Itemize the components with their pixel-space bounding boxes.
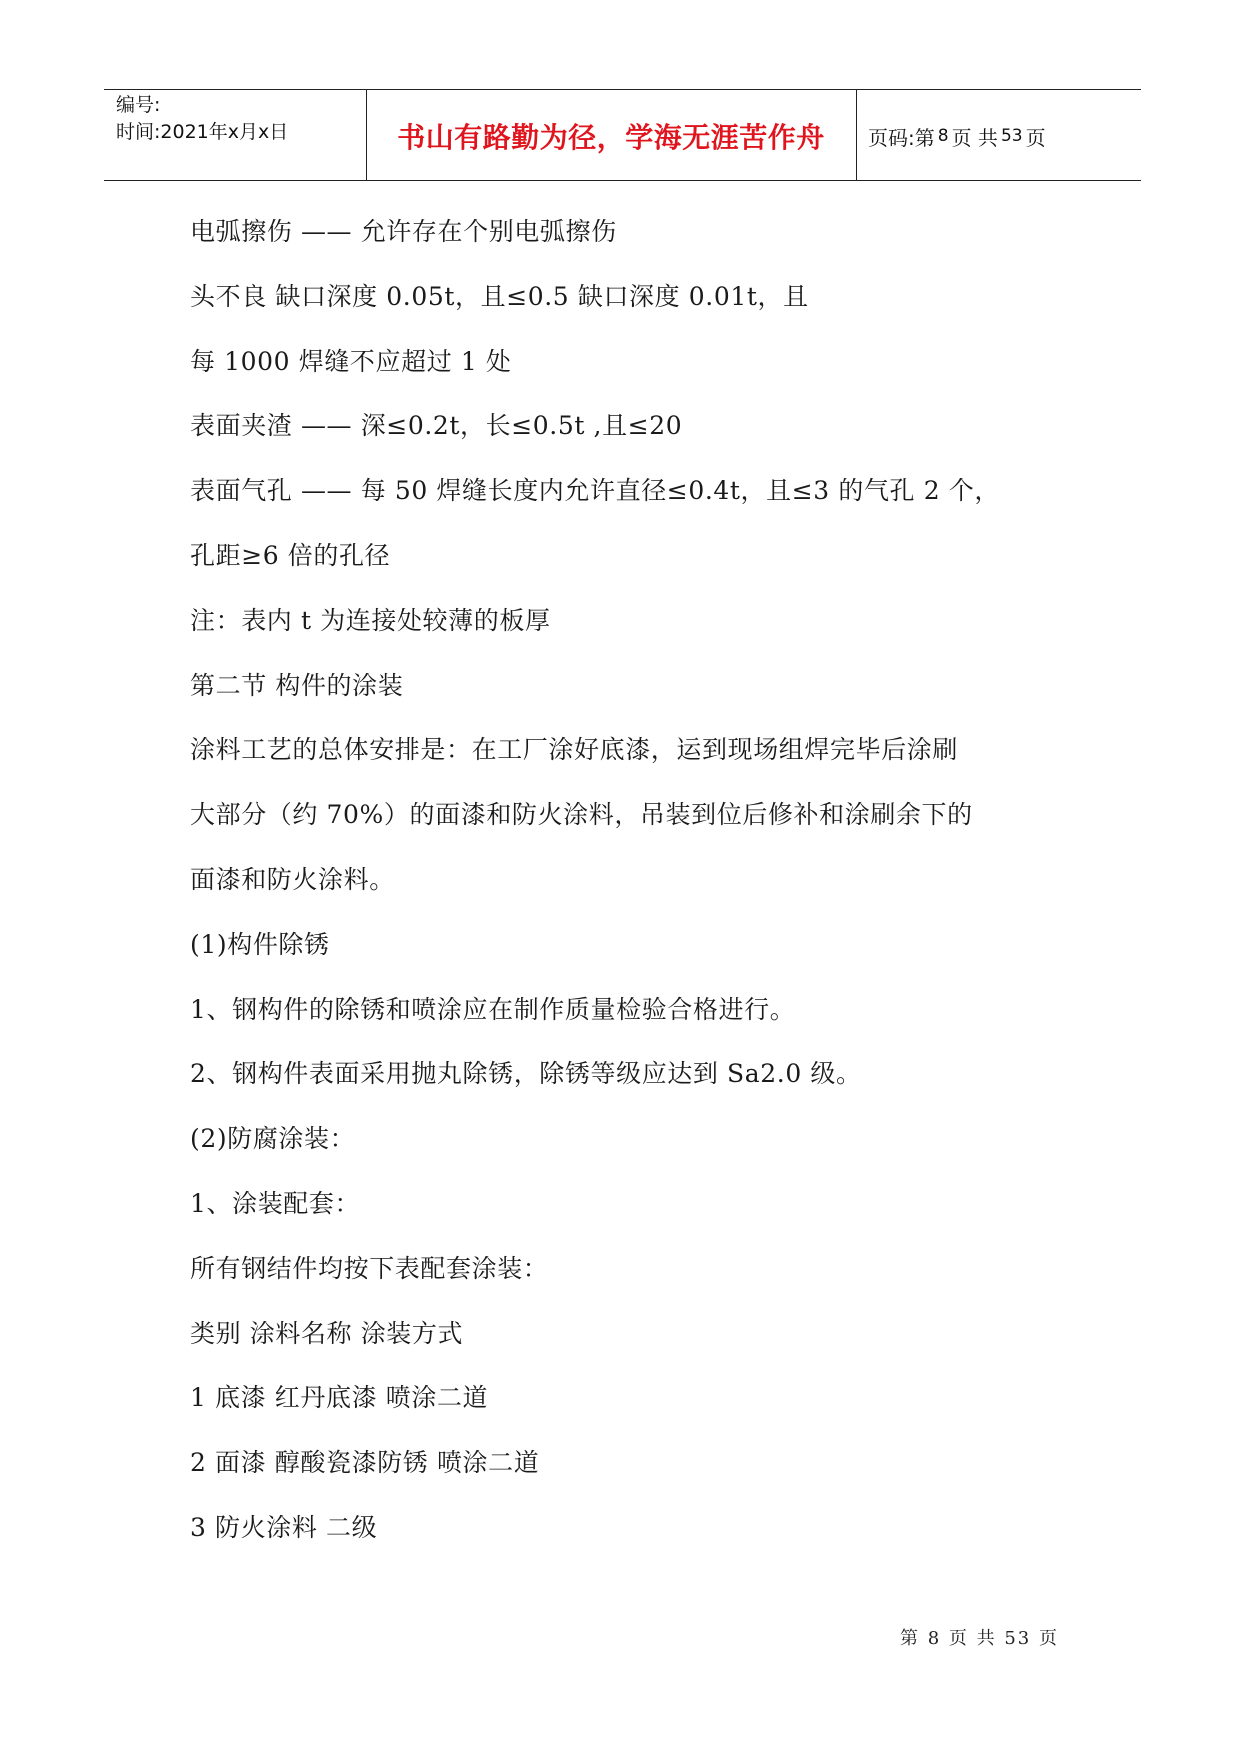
header-page-indicator (868, 90, 1046, 182)
subsection-heading: (1)构件除锈 (190, 929, 330, 959)
page-footer: 第 8 页 共 53 页 (900, 1628, 1059, 1649)
table-row-line: 1 底漆 红丹底漆 喷涂二道 (190, 1383, 489, 1413)
page-total: 53 (1000, 126, 1023, 146)
subsection-heading: (2)防腐涂装： (190, 1124, 356, 1154)
serial-label: 编号: (116, 94, 161, 116)
section-heading: 第二节 构件的涂装 (190, 670, 404, 700)
body-line: 表面气孔 —— 每 50 焊缝长度内允许直径≤0.4t，且≤3 的气孔 2 个， (190, 476, 1000, 506)
body-line: 表面夹渣 —— 深≤0.2t，长≤0.5t ,且≤20 (190, 411, 683, 441)
page-prefix: 页码:第 (868, 125, 935, 150)
body-line: 2、钢构件表面采用抛丸除锈，除锈等级应达到 Sa2.0 级。 (190, 1059, 862, 1089)
page-suffix: 页 (1025, 125, 1046, 150)
page-header (104, 89, 1141, 181)
body-line: 所有钢结件均按下表配套涂装： (190, 1253, 549, 1283)
body-line: 面漆和防火涂料。 (190, 864, 395, 894)
body-line: 注：表内 t 为连接处较薄的板厚 (190, 605, 551, 635)
header-motto: 书山有路勤为径，学海无涯苦作舟 (397, 121, 825, 154)
body-line: 头不良 缺口深度 0.05t，且≤0.5 缺口深度 0.01t，且 (190, 281, 809, 311)
body-line: 孔距≥6 倍的孔径 (190, 540, 391, 570)
header-divider (856, 90, 857, 180)
table-row-line: 3 防火涂料 二级 (190, 1512, 378, 1542)
page-middle: 页 共 (951, 125, 998, 150)
document-body (190, 214, 1090, 1575)
time-label: 时间:2021年x月x日 (116, 121, 289, 143)
body-line: 每 1000 焊缝不应超过 1 处 (190, 346, 512, 376)
body-line: 1、涂装配套： (190, 1188, 361, 1218)
body-line: 1、钢构件的除锈和喷涂应在制作质量检验合格进行。 (190, 994, 796, 1024)
header-meta (116, 92, 288, 146)
body-line: 大部分（约 70%）的面漆和防火涂料，吊装到位后修补和涂刷余下的 (190, 800, 973, 830)
table-row-line: 2 面漆 醇酸瓷漆防锈 喷涂二道 (190, 1448, 540, 1478)
body-line: 电弧擦伤 —— 允许存在个别电弧擦伤 (190, 217, 617, 246)
body-line: 涂料工艺的总体安排是：在工厂涂好底漆，运到现场组焊完毕后涂刷 (190, 735, 959, 765)
table-header-line: 类别 涂料名称 涂装方式 (190, 1318, 464, 1348)
page-current: 8 (937, 126, 949, 146)
